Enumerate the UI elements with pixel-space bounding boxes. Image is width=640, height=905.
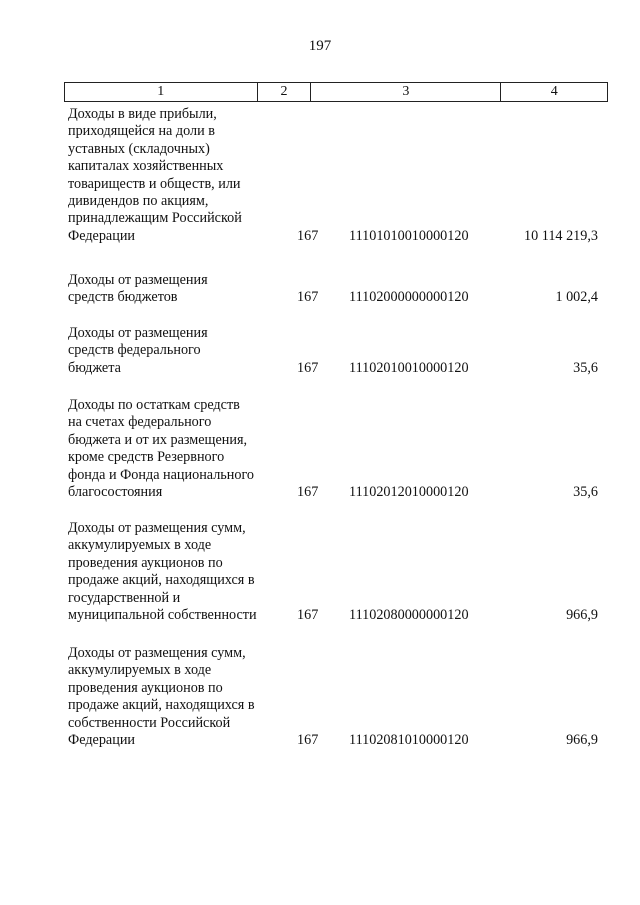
table-header: [64, 82, 608, 102]
table-row: [68, 645, 608, 749]
table-row: [68, 106, 608, 245]
row-amount: 35,6: [573, 359, 598, 376]
row-admin-code: 167: [297, 359, 319, 376]
row-budget-code: 11102081010000120: [349, 732, 469, 748]
row-description: Доходы от размещения сумм, аккумулируемых в ходе проведения аукционов по продаже акций, находящихся в собственности Российской Федерации: [68, 645, 255, 749]
page-number: 197: [308, 38, 332, 54]
table-row: [68, 397, 608, 501]
row-description: Доходы в виде прибыли, приходящейся на доли в уставных (складочных) капиталах хозяйственных товариществ и обществ, или дивидендов по акциям, принадлежащим Российской Федерации: [68, 106, 242, 244]
row-description: Доходы от размещения средств бюджетов: [68, 272, 208, 306]
row-amount: 35,6: [573, 484, 598, 500]
table-row: [68, 520, 608, 624]
row-budget-code: 11102000000000120: [349, 289, 469, 306]
row-amount: 966,9: [566, 732, 598, 748]
row-admin-code: 167: [297, 227, 319, 244]
row-description: Доходы от размещения средств федерального бюджета: [68, 325, 208, 376]
header-col-3: 3: [311, 83, 501, 101]
table-row: [68, 272, 608, 307]
row-amount: 1 002,4: [555, 289, 598, 306]
row-amount: 966,9: [566, 607, 598, 623]
row-admin-code: 167: [297, 732, 319, 748]
row-budget-code: 11101010010000120: [349, 227, 469, 244]
row-admin-code: 167: [297, 484, 319, 500]
row-description: Доходы по остаткам средств на счетах федерального бюджета и от их размещения, кроме средств Резервного фонда и Фонда национального благосостояния: [68, 397, 255, 501]
header-col-2: 2: [258, 83, 312, 101]
row-amount: 10 114 219,3: [524, 227, 598, 244]
row-description: Доходы от размещения сумм, аккумулируемых в ходе проведения аукционов по продаже акций, находящихся в государственной и муниципальной собственности: [68, 520, 257, 624]
header-col-1: 1: [65, 83, 258, 101]
table-row: [68, 325, 608, 377]
header-col-4: 4: [550, 84, 558, 99]
row-budget-code: 11102010010000120: [349, 359, 469, 376]
row-budget-code: 11102012010000120: [349, 484, 469, 500]
row-admin-code: 167: [297, 289, 319, 306]
row-admin-code: 167: [297, 607, 319, 623]
row-budget-code: 11102080000000120: [349, 607, 469, 623]
